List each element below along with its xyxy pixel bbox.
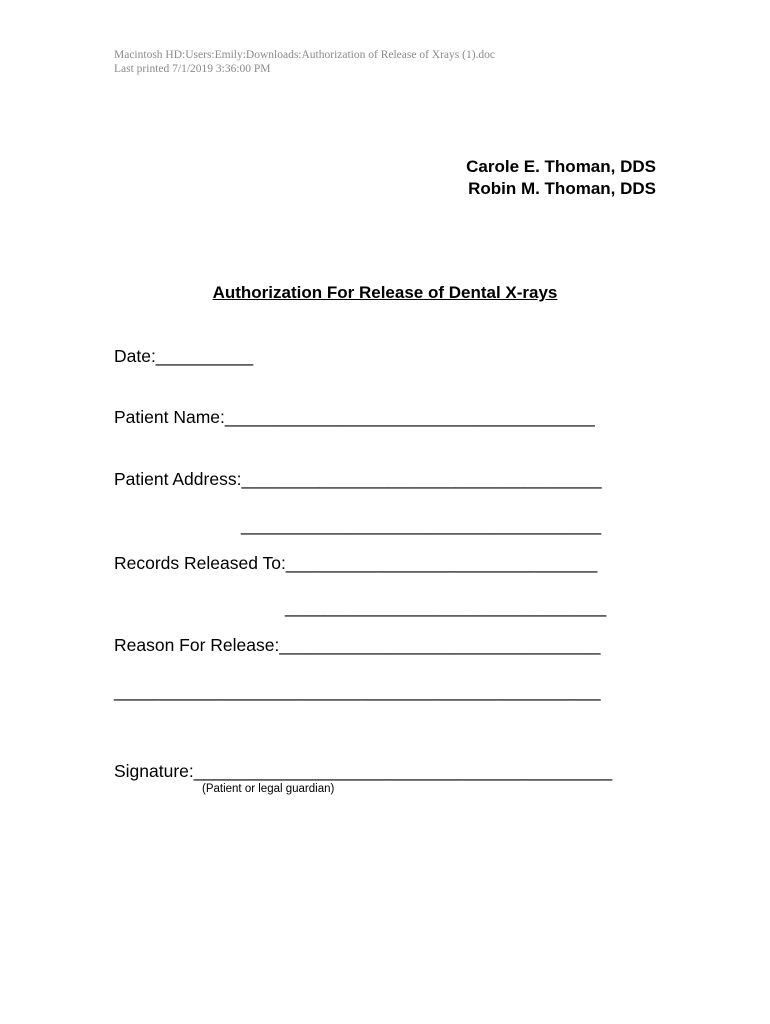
document-title — [0, 282, 770, 304]
signature-hint: (Patient or legal guardian) — [202, 783, 335, 795]
reason-for-release-field: Reason For Release:_________________________________ — [114, 635, 601, 655]
signature-field: Signature:___________________________________________ — [114, 761, 613, 781]
records-released-to-line2: _________________________________ — [285, 597, 607, 617]
practice-names — [466, 156, 656, 200]
patient-address-field: Patient Address:_____________________________________ — [114, 469, 602, 489]
date-field: Date:__________ — [114, 346, 254, 366]
practice-name-2: Robin M. Thoman, DDS — [468, 179, 656, 198]
records-released-to-field: Records Released To:________________________________ — [114, 553, 598, 573]
document-title-text: Authorization For Release of Dental X-rays — [212, 283, 558, 302]
document-print-header — [114, 48, 495, 76]
file-path-text: Macintosh HD:Users:Emily:Downloads:Authorization of Release of Xrays (1).doc — [114, 49, 496, 61]
patient-address-line2: _____________________________________ — [241, 515, 602, 535]
last-printed-text: Last printed 7/1/2019 3:36:00 PM — [114, 63, 271, 75]
practice-name-1: Carole E. Thoman, DDS — [466, 157, 656, 176]
patient-name-field: Patient Name:______________________________________ — [114, 407, 595, 427]
reason-for-release-line2: __________________________________________________ — [114, 681, 601, 701]
